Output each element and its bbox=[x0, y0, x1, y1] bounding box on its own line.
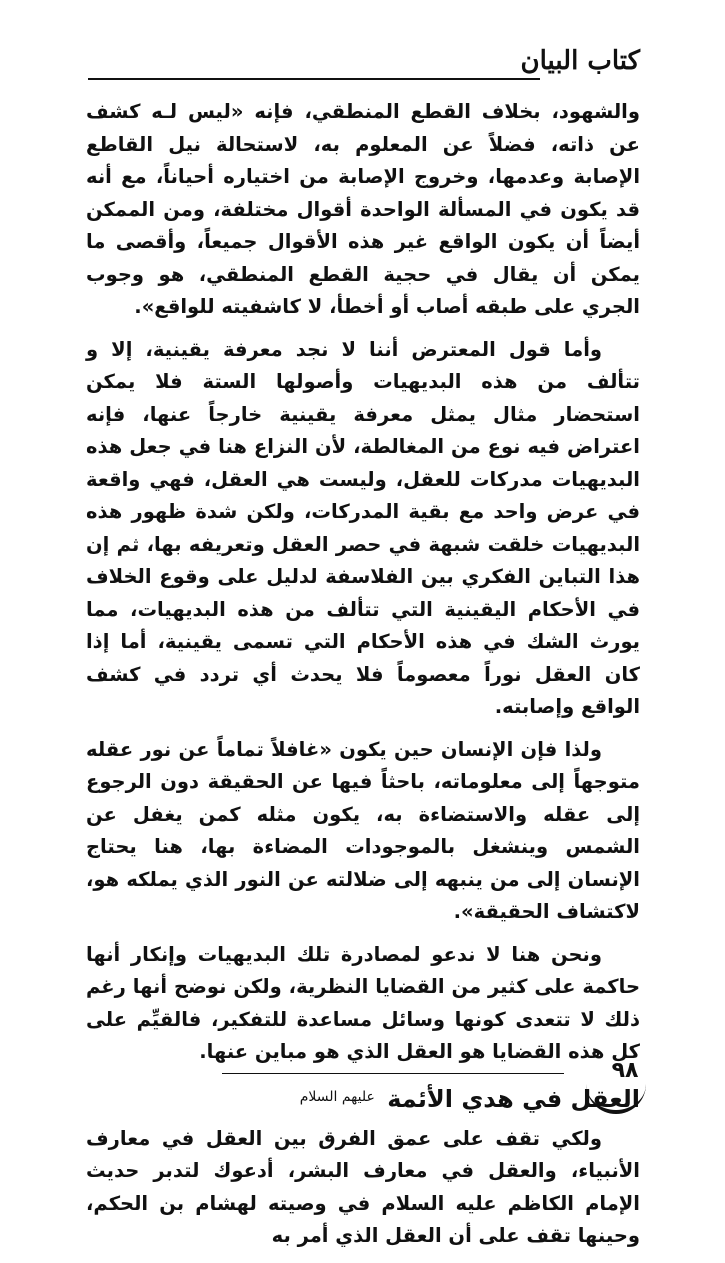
running-header bbox=[88, 40, 640, 90]
footer-rule bbox=[222, 1073, 564, 1074]
paragraph-1: والشهود، بخلاف القطع المنطقي، فإنه «ليس لـه كشف عن ذاته، فضلاً عن المعلوم به، لاستحالة نيل القاطع الإصابة وعدمها، وخروج الإصابة من اختياره أحياناً، مع أنه قد يكون في المسألة الواحدة أقوال مختلفة، ومن الممكن أيضاً أن يكون الواقع غير هذه الأقوال جميعاً، وأقصى ما يمكن أن يقال في حجية القطع المنطقي، هو وجوب الجري على طبقه أصاب أو أخطأ، لا كاشفيته للواقع». bbox=[86, 100, 640, 318]
honorific-mark: عليهم السلام bbox=[299, 1088, 375, 1105]
section-heading-text: العقل في هدي الأئمة bbox=[387, 1084, 640, 1113]
section-paragraph: ولكي تقف على عمق الفرق بين العقل في معارف الأنبياء، والعقل في معارف البشر، أدعوك لتدبر حديث الإمام الكاظم عليه السلام في وصيته لهشام بن الحكم، وحينها تقف على أن العقل الذي أمر به bbox=[86, 1126, 640, 1247]
page-number: ٩٨ bbox=[611, 1058, 639, 1083]
paragraph-4: ونحن هنا لا ندعو لمصادرة تلك البديهيات وإنكار أنها حاكمة على كثير من القضايا النظرية، ولكن نوضح أنها رغم ذلك لا تتعدى كونها وسائل مساعدة للتفكير، فالقيِّم على كل هذه القضايا هو العقل الذي هو مباين عنها. bbox=[86, 942, 640, 1063]
paragraph-3: ولذا فإن الإنسان حين يكون «غافلاً تماماً عن نور عقله متوجهاً إلى معلوماته، باحثاً فيها عن الحقيقة دون الرجوع إلى عقله والاستضاءة به، يكون مثله كمن يغفل عن الشمس وينشغل بالموجودات المضاءة بها، هنا يحتاج الإنسان إلى من ينبهه إلى ضلالته عن النور الذي يملكه هو، لاكتشاف الحقيقة». bbox=[86, 737, 640, 923]
book-title bbox=[520, 46, 640, 76]
page-body bbox=[86, 96, 640, 1263]
header-rule bbox=[88, 78, 540, 80]
paragraph-2: وأما قول المعترض أننا لا نجد معرفة يقينية، إلا و تتألف من هذه البديهيات وأصولها الستة فلا يمكن استحضار مثال يمثل معرفة يقينية خارجاً عنها، فإنه اعتراض فيه نوع من المغالطة، لأن النزاع هنا في جعل هذه البديهيات مدركات للعقل، وليست هي العقل، فهي واقعة في عرض واحد مع بقية المدركات، ولكن شدة ظهور هذه البديهيات خلقت شبهة في حصر العقل وتعريفه بها، ثم إن هذا التباين الفكري بين الفلاسفة لدليل على وقوع الخلاف في الأحكام اليقينية التي تتألف من هذه البديهيات، مما يورث الشك في هذه الأحكام التي تسمى يقينية، أما إذا كان العقل نوراً معصوماً فلا يحدث أي تردد في كشف الواقع وإصابته. bbox=[86, 337, 640, 718]
book-title-text: كتاب البيان bbox=[520, 46, 640, 76]
section-heading bbox=[86, 1079, 640, 1123]
